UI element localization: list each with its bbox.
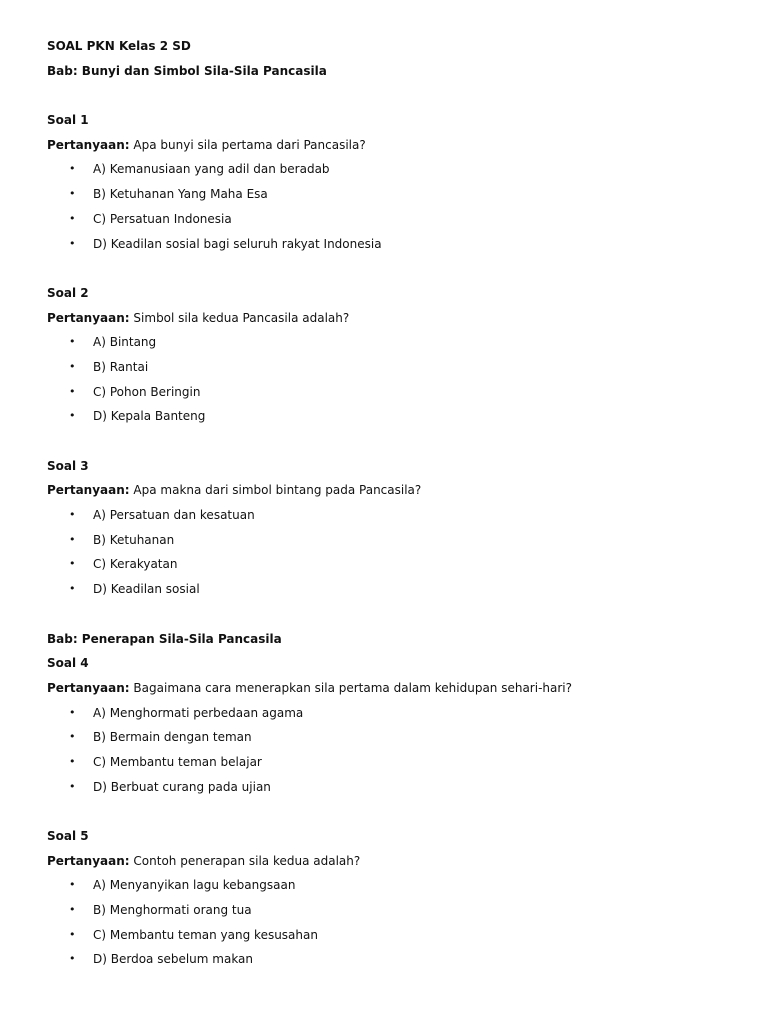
option-text: C) Membantu teman yang kesusahan bbox=[93, 927, 318, 942]
option-item bbox=[47, 701, 737, 726]
option-text: C) Membantu teman belajar bbox=[93, 754, 262, 769]
option-text: B) Ketuhanan Yang Maha Esa bbox=[93, 187, 268, 202]
question-label: Soal 3 bbox=[47, 458, 89, 473]
bullet-icon: • bbox=[69, 878, 76, 892]
option-text: B) Ketuhanan bbox=[93, 532, 175, 547]
question-body: Apa makna dari simbol bintang pada Pancasila? bbox=[133, 483, 422, 498]
question-prefix: Pertanyaan: bbox=[47, 310, 130, 325]
question-label: Soal 4 bbox=[47, 656, 89, 671]
question-prefix: Pertanyaan: bbox=[47, 853, 130, 868]
question-block bbox=[47, 824, 737, 972]
option-text: A) Menyanyikan lagu kebangsaan bbox=[93, 878, 296, 893]
question-text bbox=[47, 676, 737, 701]
question-block bbox=[47, 108, 737, 256]
option-text: D) Berbuat curang pada ujian bbox=[93, 779, 271, 794]
bullet-icon: • bbox=[69, 705, 76, 719]
question-body: Bagaimana cara menerapkan sila pertama dalam kehidupan sehari-hari? bbox=[133, 680, 573, 695]
bullet-icon: • bbox=[69, 409, 76, 423]
option-text: C) Kerakyatan bbox=[93, 557, 178, 572]
option-item bbox=[47, 577, 737, 602]
bullet-icon: • bbox=[69, 211, 76, 225]
option-item bbox=[47, 898, 737, 923]
option-text: B) Rantai bbox=[93, 359, 149, 374]
option-text: B) Menghormati orang tua bbox=[93, 903, 252, 918]
document-title: SOAL PKN Kelas 2 SD bbox=[47, 39, 191, 53]
question-label: Soal 2 bbox=[47, 285, 89, 300]
question-text bbox=[47, 478, 737, 503]
option-item bbox=[47, 503, 737, 528]
option-item bbox=[47, 775, 737, 800]
question-body: Apa bunyi sila pertama dari Pancasila? bbox=[133, 137, 366, 152]
bullet-icon: • bbox=[69, 779, 76, 793]
bullet-icon: • bbox=[69, 903, 76, 917]
question-label: Soal 5 bbox=[47, 829, 89, 843]
option-text: C) Persatuan Indonesia bbox=[93, 211, 232, 226]
option-text: D) Keadilan sosial bbox=[93, 582, 200, 597]
chapter-heading-2: Bab: Penerapan Sila-Sila Pancasila bbox=[47, 631, 282, 646]
option-item bbox=[47, 750, 737, 775]
option-item bbox=[47, 725, 737, 750]
document-page bbox=[47, 34, 737, 972]
option-text: B) Bermain dengan teman bbox=[93, 730, 252, 745]
option-item bbox=[47, 552, 737, 577]
question-body: Simbol sila kedua Pancasila adalah? bbox=[133, 310, 350, 325]
option-text: A) Menghormati perbedaan agama bbox=[93, 705, 304, 720]
option-text: C) Pohon Beringin bbox=[93, 384, 201, 399]
option-item bbox=[47, 157, 737, 182]
question-prefix: Pertanyaan: bbox=[47, 483, 130, 498]
option-item bbox=[47, 330, 737, 355]
bullet-icon: • bbox=[69, 927, 76, 941]
question-text bbox=[47, 849, 737, 874]
option-item bbox=[47, 923, 737, 948]
bullet-icon: • bbox=[69, 187, 76, 201]
option-text: D) Keadilan sosial bagi seluruh rakyat Indonesia bbox=[93, 236, 382, 251]
bullet-icon: • bbox=[69, 557, 76, 571]
bullet-icon: • bbox=[69, 508, 76, 522]
bullet-icon: • bbox=[69, 384, 76, 398]
chapter-heading-1: Bab: Bunyi dan Simbol Sila-Sila Pancasila bbox=[47, 63, 327, 78]
question-label: Soal 1 bbox=[47, 113, 89, 128]
option-text: D) Berdoa sebelum makan bbox=[93, 952, 254, 967]
question-text bbox=[47, 133, 737, 158]
option-item bbox=[47, 528, 737, 553]
option-item bbox=[47, 207, 737, 232]
bullet-icon: • bbox=[69, 754, 76, 768]
option-item bbox=[47, 355, 737, 380]
question-block bbox=[47, 281, 737, 429]
option-text: A) Bintang bbox=[93, 335, 157, 350]
option-item bbox=[47, 873, 737, 898]
question-block bbox=[47, 454, 737, 602]
option-item bbox=[47, 404, 737, 429]
option-text: A) Kemanusiaan yang adil dan beradab bbox=[93, 162, 330, 177]
option-item bbox=[47, 232, 737, 257]
question-prefix: Pertanyaan: bbox=[47, 680, 130, 695]
question-text bbox=[47, 306, 737, 331]
question-block bbox=[47, 651, 737, 799]
bullet-icon: • bbox=[69, 359, 76, 373]
bullet-icon: • bbox=[69, 162, 76, 176]
option-item bbox=[47, 947, 737, 972]
bullet-icon: • bbox=[69, 532, 76, 546]
bullet-icon: • bbox=[69, 335, 76, 349]
option-text: A) Persatuan dan kesatuan bbox=[93, 508, 255, 523]
option-item bbox=[47, 182, 737, 207]
option-item bbox=[47, 380, 737, 405]
bullet-icon: • bbox=[69, 952, 76, 966]
question-prefix: Pertanyaan: bbox=[47, 137, 130, 152]
bullet-icon: • bbox=[69, 236, 76, 250]
bullet-icon: • bbox=[69, 730, 76, 744]
bullet-icon: • bbox=[69, 582, 76, 596]
question-body: Contoh penerapan sila kedua adalah? bbox=[133, 853, 361, 868]
option-text: D) Kepala Banteng bbox=[93, 409, 206, 424]
